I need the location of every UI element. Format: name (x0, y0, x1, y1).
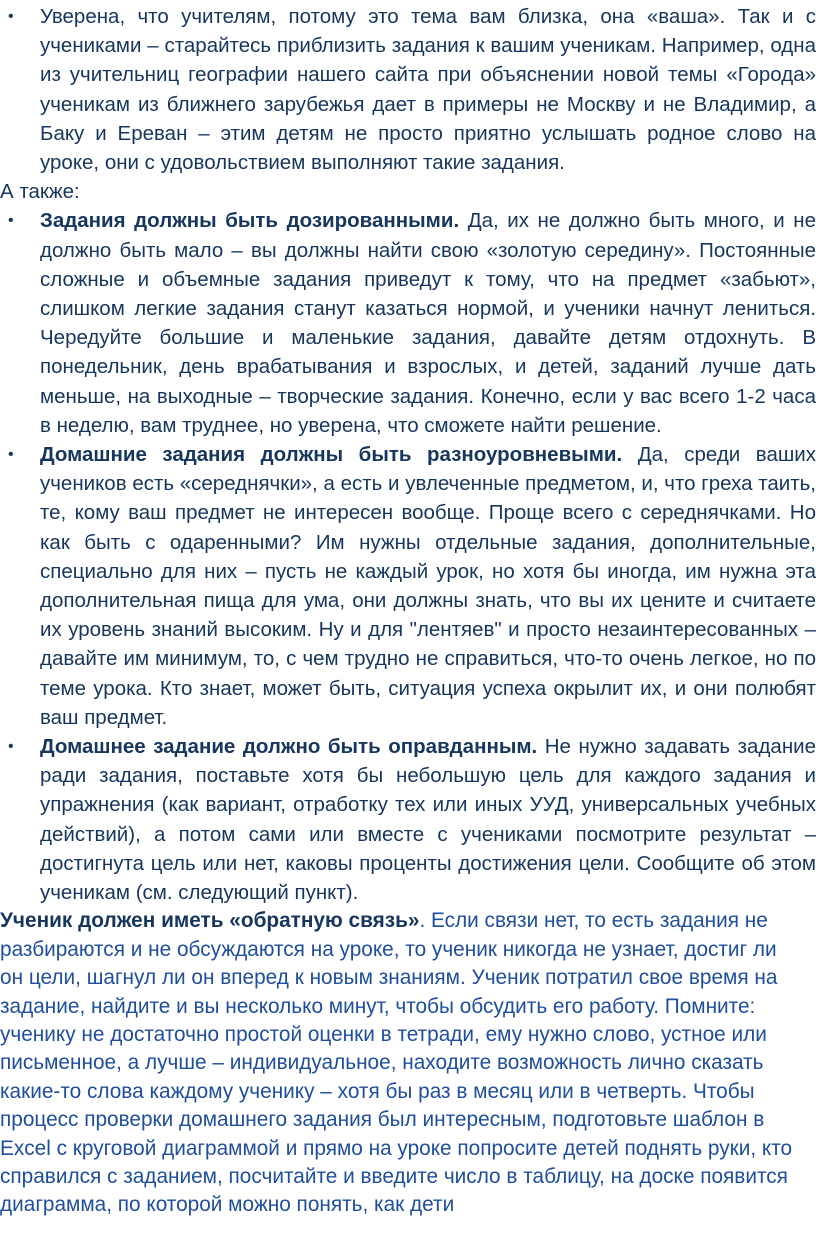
list-item (0, 440, 816, 732)
bullet-icon: • (8, 738, 14, 756)
bullet-lead: Домашнее задание должно быть оправданным. (40, 735, 538, 759)
list-item (0, 2, 816, 177)
list-item (0, 206, 816, 440)
bullet-text: Уверена, что учителям, потому это тема вам близка, она «ваша». Так и с учениками – старайтесь приблизить задания к вашим ученикам. Например, одна из учительниц географии нашего сайта при объяснении новой темы «Города» ученикам из ближнего зарубежья дает в примеры не Москву и не Владимир, а Баку и Ереван – этим детям не просто приятно услышать родное слово на уроке, они с удовольствием выполняют такие задания. (40, 5, 816, 175)
bullet-icon: • (8, 446, 14, 464)
list-item (0, 732, 816, 907)
bullet-lead: Домашние задания должны быть разноуровневыми. (40, 443, 623, 467)
bullet-icon: • (8, 212, 14, 230)
bullet-text: Да, среди ваших учеников есть «середнячки», а есть и увлеченные предметом, и, что греха таить, те, кому ваш предмет не интересен вообще. Проще всего с середнячками. Но как быть с одаренными? Им нужны отдельные задания, дополнительные, специально для них – пусть не каждый урок, но хотя бы иногда, им нужна эта дополнительная пища для ума, они должны знать, что вы их цените и считаете их уровень знаний высоким. Ну и для "лентяев" и просто незаинтересованных – давайте им минимум, то, с чем трудно не справиться, что-то очень легкое, но по теме урока. Кто знает, может быть, ситуация успеха окрылит их, и они полюбят ваш предмет. (40, 443, 816, 729)
bullet-text: Не нужно задавать задание ради задания, поставьте хотя бы небольшую цель для каждого задания и упражнения (как вариант, отработку тех или иных УУД, универсальных учебных действий), а потом сами или вместе с учениками посмотрите результат – достигнута цель или нет, каковы проценты достижения цели. Сообщите об этом ученикам (см. следующий пункт). (40, 735, 816, 905)
document-page (0, 2, 816, 1220)
feedback-paragraph (0, 907, 800, 1219)
paragraph-lead: Ученик должен иметь «обратную связь» (0, 909, 420, 933)
bullet-list-top (0, 2, 816, 177)
also-label: А также: (0, 180, 80, 204)
bullet-lead: Задания должны быть дозированными. (40, 209, 460, 233)
bullet-text: Да, их не должно быть много, и не должно быть мало – вы должны найти свою «золотую середину». Постоянные сложные и объемные задания приведут к тому, что на предмет «забьют», слишком легкие задания станут казаться нормой, и ученики начнут лениться. Чередуйте большие и маленькие задания, давайте детям отдохнуть. В понедельник, день врабатывания и взрослых, и детей, заданий лучше дать меньше, на выходные – творческие задания. Конечно, если у вас всего 1-2 часа в неделю, вам труднее, но уверена, что сможете найти решение. (40, 209, 816, 437)
paragraph-text: . Если связи нет, то есть задания не разбираются и не обсуждаются на уроке, то ученик никогда не узнает, достиг ли он цели, шагнул ли он вперед к новым знаниям. Ученик потратил свое время на задание, найдите и вы несколько минут, чтобы обсудить его работу. Помните: ученику не достаточно простой оценки в тетради, ему нужно слово, устное или письменное, а лучше – индивидуальное, находите возможность лично сказать какие-то слова каждому ученику – хотя бы раз в месяц или в четверть. Чтобы процесс проверки домашнего задания был интересным, подготовьте шаблон в Excel с круговой диаграммой и прямо на уроке попросите детей поднять руки, кто справился с заданием, посчитайте и введите число в таблицу, на доске появится диаграмма, по которой можно понять, как дети (0, 909, 793, 1217)
bullet-list-main (0, 206, 816, 907)
bullet-icon: • (8, 8, 14, 25)
